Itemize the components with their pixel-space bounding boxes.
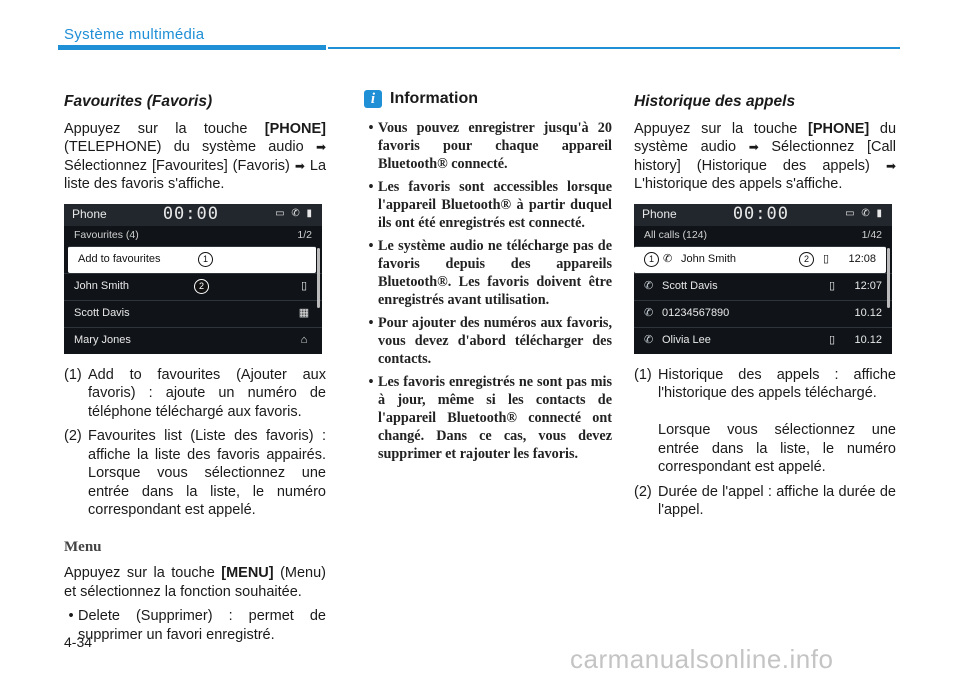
list-item: (1) Add to favourites (Ajouter aux favoris) : ajoute un numéro de téléphone téléchargé aux favoris. <box>64 366 326 420</box>
callout-marker: 1 <box>644 252 659 267</box>
screen-status-bar: Phone 00:00 ▭ ✆ ▮ <box>634 204 892 226</box>
mobile-icon: ▯ <box>822 253 830 266</box>
list-item[interactable]: Mary Jones ⌂ <box>64 327 322 354</box>
list-item[interactable]: 1 ✆ John Smith 2 ▯ 12:08 <box>634 246 886 273</box>
callout-marker: 2 <box>799 252 814 267</box>
status-icons: ▭ ✆ ▮ <box>275 208 314 220</box>
information-header: i Information <box>364 90 612 109</box>
list-item[interactable]: ✆ Scott Davis ▯ 12:07 <box>634 273 892 300</box>
list-item[interactable]: Add to favourites 1 <box>68 246 316 273</box>
arrow-icon: ➡ <box>748 140 759 154</box>
list-item: • Pour ajouter des numéros aux favoris, vous devez d'abord télécharger des contacts. <box>368 314 612 367</box>
list-item: (2) Durée de l'appel : affiche la durée de l'appel. <box>634 483 896 518</box>
home-icon: ⌂ <box>300 334 308 347</box>
list-item: • Les favoris enregistrés ne sont pas mis à jour, même si les contacts de l'appareil Bluetooth® connecté ont changé. Dans ce cas, vous devez supprimer et rajouter les favoris. <box>368 373 612 462</box>
menu-heading: Menu <box>64 538 102 555</box>
column-information <box>364 90 612 468</box>
outgoing-call-icon: ✆ <box>644 280 654 293</box>
section-title: Système multimédia <box>64 26 205 43</box>
info-icon: i <box>364 90 382 108</box>
favourites-heading: Favourites (Favoris) <box>64 93 213 110</box>
mobile-icon: ▯ <box>300 280 308 293</box>
list-item[interactable]: ✆ Olivia Lee ▯ 10.12 <box>634 327 892 354</box>
list-item: • Le système audio ne télécharge pas de favoris depuis des appareils Bluetooth®. Les favoris doivent être enregistrés avant utilisation. <box>368 237 612 308</box>
column-call-history <box>634 90 896 526</box>
screen-status-bar: Phone 00:00 ▭ ✆ ▮ <box>64 204 322 226</box>
arrow-icon: ➡ <box>294 158 305 173</box>
watermark: carmanualsonline.info <box>570 644 834 674</box>
missed-call-icon: ✆ <box>644 307 654 320</box>
list-item[interactable]: Scott Davis ▦ <box>64 300 322 327</box>
callout-marker: 2 <box>194 279 209 294</box>
call-history-heading: Historique des appels <box>634 93 796 110</box>
information-list <box>364 119 612 463</box>
list-item[interactable]: ✆ 01234567890 10.12 <box>634 300 892 327</box>
menu-intro: Appuyez sur la touche [MENU] (Menu) et sélectionnez la fonction souhaitée. <box>64 565 327 600</box>
list-item: • Delete (Supprimer) : permet de supprimer un favori enregistré. <box>68 608 326 643</box>
screen-subtitle: All calls (124) 1/42 <box>644 229 882 242</box>
office-icon: ▦ <box>298 307 310 320</box>
callout-marker: 1 <box>198 252 213 267</box>
status-icons: ▭ ✆ ▮ <box>845 208 884 220</box>
screen-subtitle: Favourites (4) 1/2 <box>74 229 312 242</box>
call-history-intro: Appuyez sur la touche [PHONE] du système audio ➡ Sélectionnez [Call history] (Historique des appels) ➡ L'historique des appels s'affiche. <box>634 120 897 192</box>
column-favourites <box>64 90 326 649</box>
header-rule <box>328 47 900 49</box>
mobile-icon: ▯ <box>828 334 836 347</box>
list-item[interactable]: John Smith 2 ▯ <box>64 273 322 300</box>
scrollbar[interactable] <box>887 248 890 308</box>
favourites-intro: Appuyez sur la touche [PHONE] (TELEPHONE) du système audio ➡ Sélectionnez [Favourites] (Favoris) ➡ La liste des favoris s'affiche. <box>64 120 327 192</box>
mobile-icon: ▯ <box>828 280 836 293</box>
list-item: (1) Historique des appels : affiche l'historique des appels téléchargé. Lorsque vous sélectionnez une entrée dans la liste, le numéro correspondant est appelé. <box>634 366 896 475</box>
list-item: • Vous pouvez enregistrer jusqu'à 20 favoris pour chaque appareil Bluetooth® connecté. <box>368 119 612 172</box>
outgoing-call-icon: ✆ <box>663 253 673 266</box>
scrollbar[interactable] <box>317 248 320 308</box>
header-bar <box>58 45 326 50</box>
arrow-icon: ➡ <box>885 158 896 173</box>
call-history-screen <box>634 204 892 354</box>
list-item: • Les favoris sont accessibles lorsque l'appareil Bluetooth® à partir duquel ils ont été enregistrés est connecté. <box>368 178 612 231</box>
favourites-screen <box>64 204 322 354</box>
missed-call-icon: ✆ <box>644 334 654 347</box>
page-number: 4-34 <box>64 634 93 650</box>
arrow-icon: ➡ <box>315 140 326 154</box>
list-item: (2) Favourites list (Liste des favoris) : affiche la liste des favoris appairés. Lorsque vous sélectionnez une entrée dans la liste, le numéro correspondant est appelé. <box>64 428 326 518</box>
